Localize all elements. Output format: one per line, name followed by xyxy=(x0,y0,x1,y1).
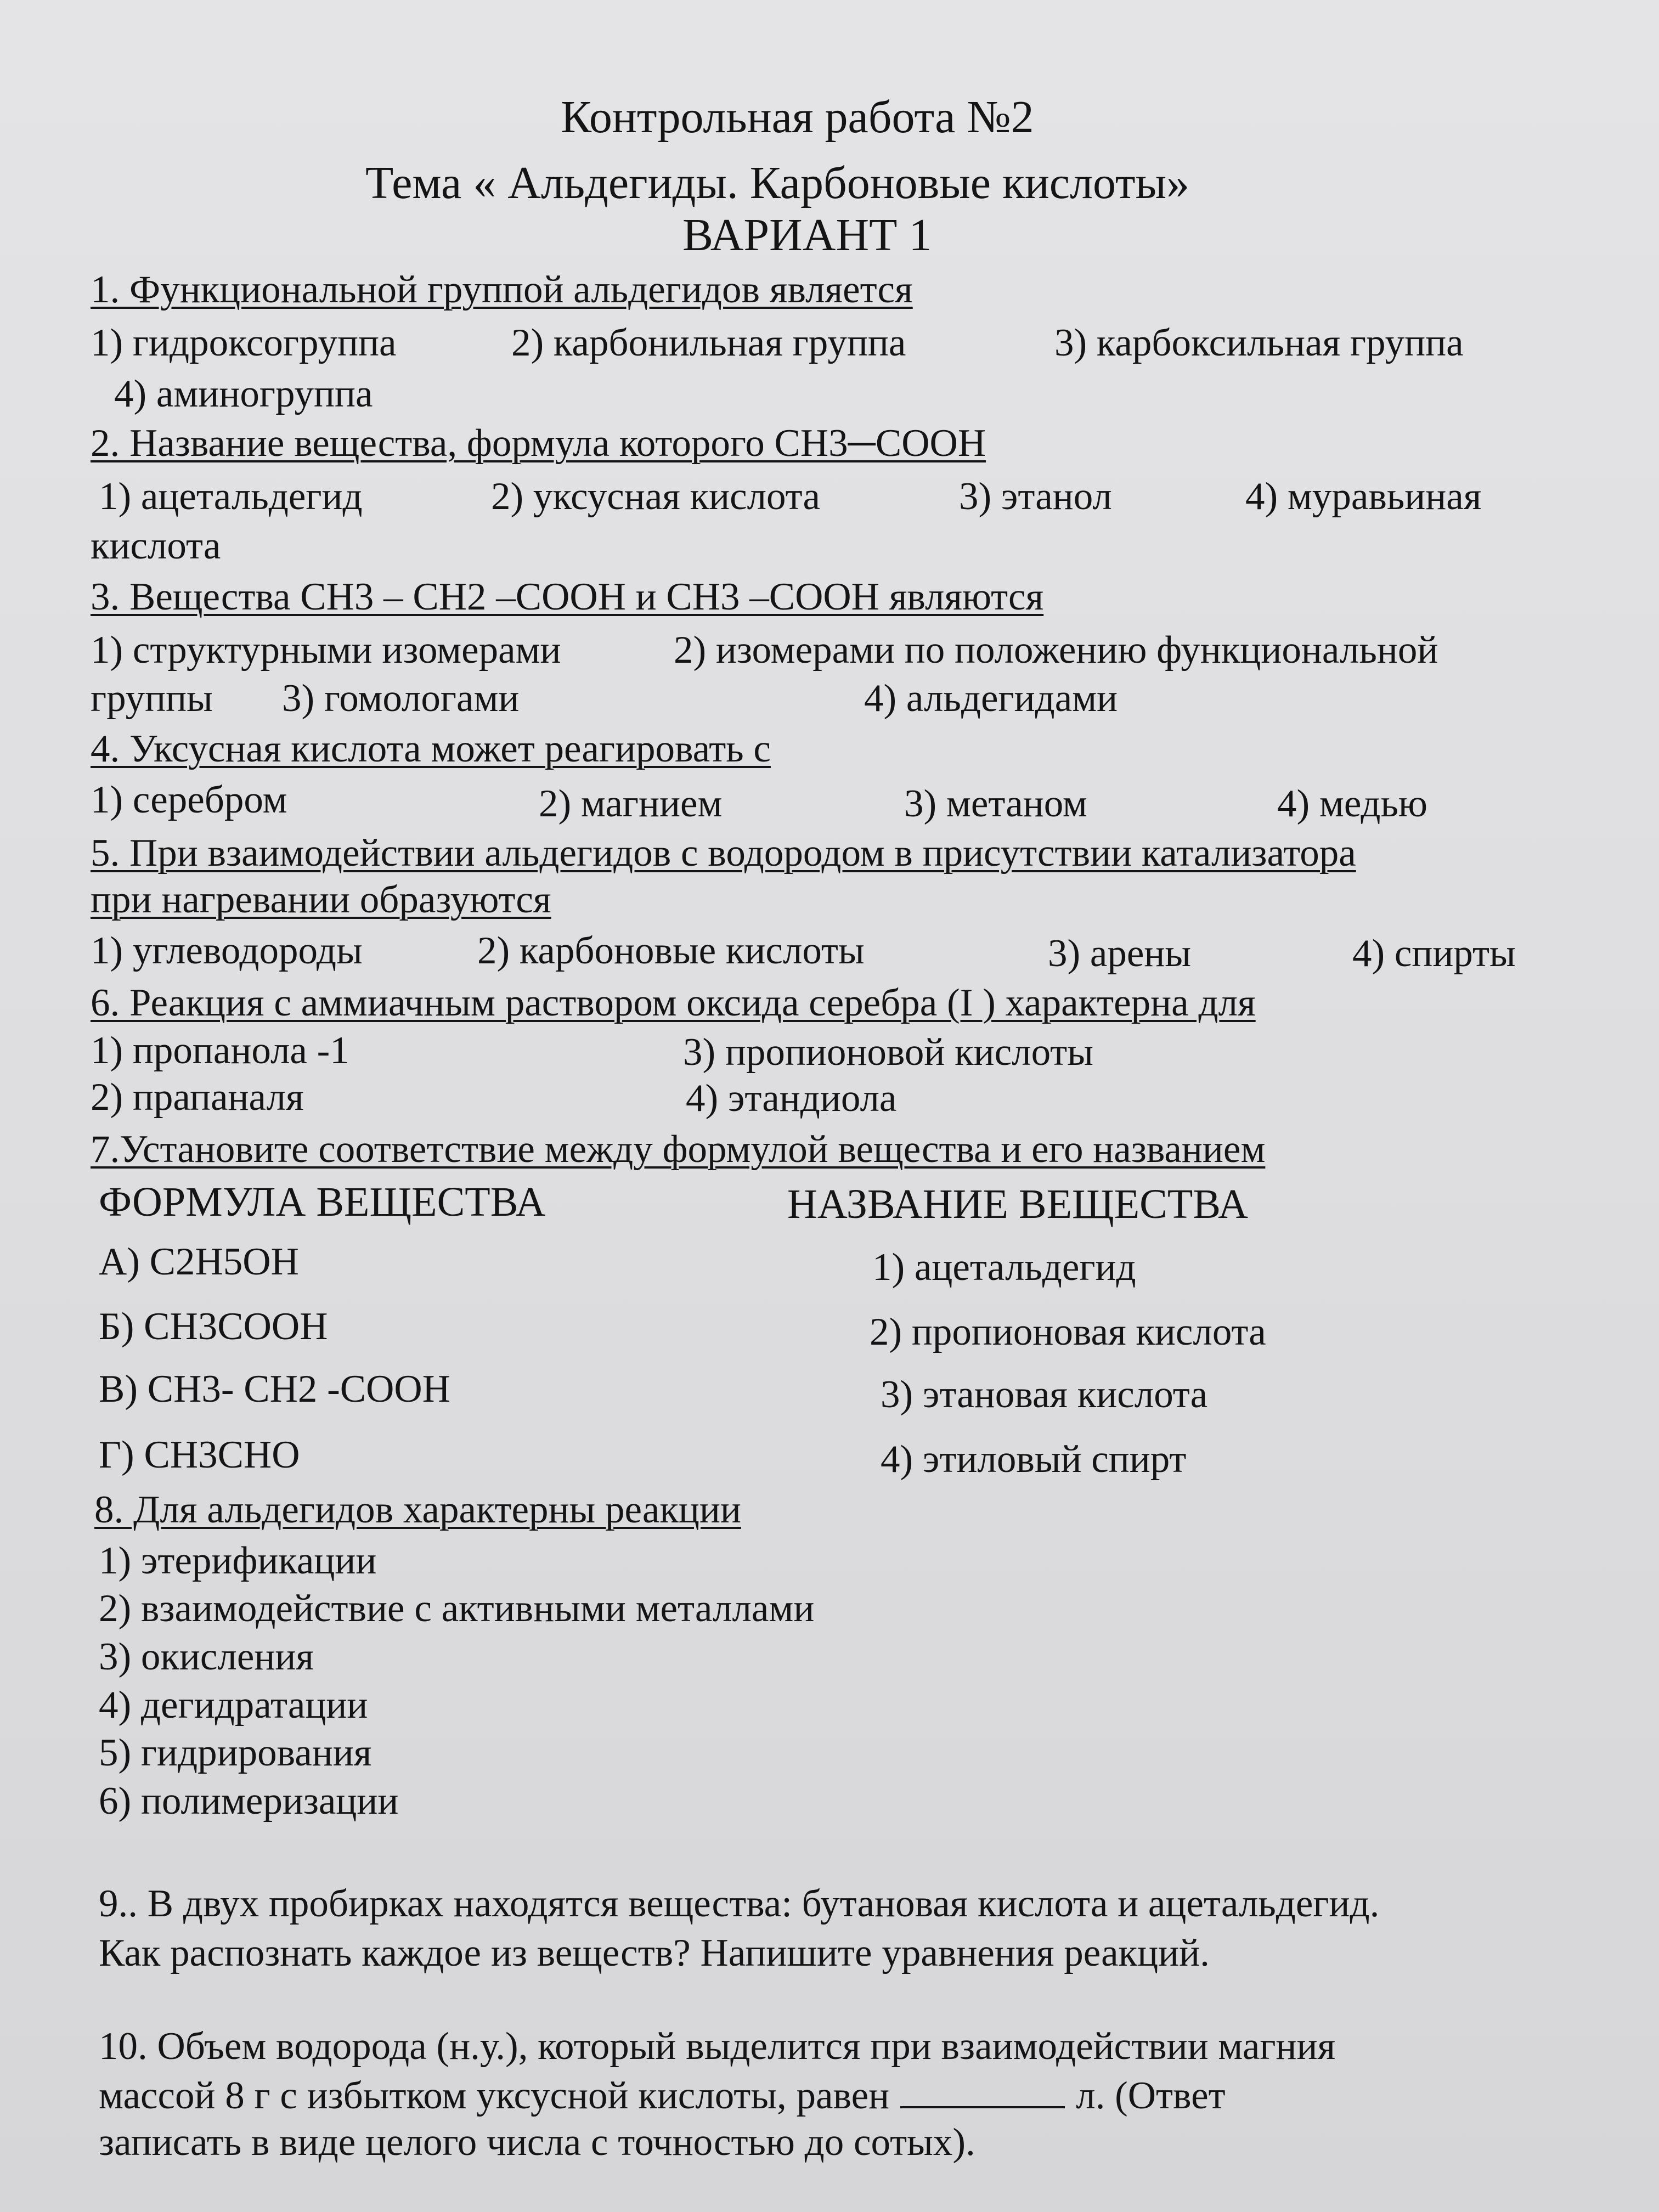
name-3: 3) этановая кислота xyxy=(881,1373,1208,1416)
question-3: 3. Вещества СН3 – СН2 –СООН и СН3 –СООН являются xyxy=(91,575,1044,618)
question-5-cont: при нагревании образуются xyxy=(91,878,551,921)
q6-option-3: 3) пропионовой кислоты xyxy=(683,1031,1093,1074)
question-6: 6. Реакция с аммиачным раствором оксида серебра (I ) характерна для xyxy=(91,981,1256,1024)
q6-option-2: 2) прапаналя xyxy=(91,1076,304,1119)
question-8: 8. Для альдегидов характерны реакции xyxy=(94,1488,741,1531)
question-2: 2. Название вещества, формула которого СН3─СООН xyxy=(91,422,986,465)
question-4: 4. Уксусная кислота может реагировать с xyxy=(91,727,771,770)
formula-b: Б) СН3СООН xyxy=(99,1305,328,1348)
q2-option-3: 3) этанол xyxy=(959,475,1112,518)
q1-option-4: 4) аминогруппа xyxy=(114,373,373,415)
q1-option-2: 2) карбонильная группа xyxy=(511,321,906,364)
question-7: 7.Установите соответствие между формулой вещества и его названием xyxy=(91,1128,1266,1171)
q8-option-5: 5) гидрирования xyxy=(99,1731,372,1774)
question-5: 5. При взаимодействии альдегидов с водородом в присутствии катализатора xyxy=(91,832,1356,874)
q2-option-4: 4) муравьиная xyxy=(1245,475,1482,518)
variant-label: ВАРИАНТ 1 xyxy=(682,210,932,261)
q4-option-2: 2) магнием xyxy=(539,782,723,825)
q4-option-1: 1) серебром xyxy=(91,778,287,821)
q8-option-6: 6) полимеризации xyxy=(99,1780,399,1822)
question-10-note: записать в виде целого числа с точностью до сотых). xyxy=(99,2121,975,2164)
document-topic: Тема « Альдегиды. Карбоновые кислоты» xyxy=(365,157,1190,208)
formula-column-header: ФОРМУЛА ВЕЩЕСТВА xyxy=(99,1179,546,1225)
question-10: 10. Объем водорода (н.у.), который выделится при взаимодействии магния xyxy=(99,2025,1336,2068)
name-4: 4) этиловый спирт xyxy=(881,1438,1187,1481)
formula-v: В) СН3- СН2 -СООН xyxy=(99,1368,450,1410)
question-10-unit: л. (Ответ xyxy=(1076,2074,1226,2117)
q6-option-1: 1) пропанола -1 xyxy=(91,1029,349,1072)
document-title: Контрольная работа №2 xyxy=(561,92,1034,143)
q8-option-4: 4) дегидратации xyxy=(99,1684,368,1726)
question-9: 9.. В двух пробирках находятся вещества: бутановая кислота и ацетальдегид. xyxy=(99,1882,1380,1925)
q5-option-1: 1) углеводороды xyxy=(91,929,363,972)
q2-option-4-cont: кислота xyxy=(91,524,221,567)
q8-option-1: 1) этерификации xyxy=(99,1539,377,1582)
q5-option-3: 3) арены xyxy=(1048,932,1192,975)
q8-option-2: 2) взаимодействие с активными металлами xyxy=(99,1587,815,1630)
name-column-header: НАЗВАНИЕ ВЕЩЕСТВА xyxy=(787,1181,1249,1227)
q3-option-3: 3) гомологами xyxy=(282,677,520,720)
q3-option-1: 1) структурными изомерами xyxy=(91,629,561,672)
q5-option-2: 2) карбоновые кислоты xyxy=(477,929,865,972)
q8-option-3: 3) окисления xyxy=(99,1635,314,1678)
formula-g: Г) СН3СНО xyxy=(99,1434,300,1476)
question-9-cont: Как распознать каждое из веществ? Напишите уравнения реакций. xyxy=(99,1932,1210,1974)
q3-option-4: 4) альдегидами xyxy=(864,677,1118,720)
formula-a: А) С2Н5ОН xyxy=(99,1240,299,1283)
q3-option-2: 2) изомерами по положению функциональной xyxy=(674,629,1438,672)
q5-option-4: 4) спирты xyxy=(1352,932,1516,975)
q6-option-4: 4) этандиола xyxy=(686,1077,897,1120)
name-1: 1) ацетальдегид xyxy=(872,1246,1136,1289)
q4-option-4: 4) медью xyxy=(1277,782,1427,825)
q2-option-2: 2) уксусная кислота xyxy=(491,475,821,518)
question-1: 1. Функциональной группой альдегидов является xyxy=(91,268,913,311)
q1-option-1: 1) гидроксогруппа xyxy=(91,321,397,364)
q1-option-3: 3) карбоксильная группа xyxy=(1054,321,1464,364)
question-10-cont xyxy=(99,2074,1226,2118)
name-2: 2) пропионовая кислота xyxy=(870,1311,1266,1353)
q3-option-2-cont: группы xyxy=(91,677,213,720)
answer-blank xyxy=(900,2106,1065,2108)
question-10-text: массой 8 г с избытком уксусной кислоты, равен xyxy=(99,2074,890,2117)
q4-option-3: 3) метаном xyxy=(904,782,1087,825)
q2-option-1: 1) ацетальдегид xyxy=(99,475,363,518)
